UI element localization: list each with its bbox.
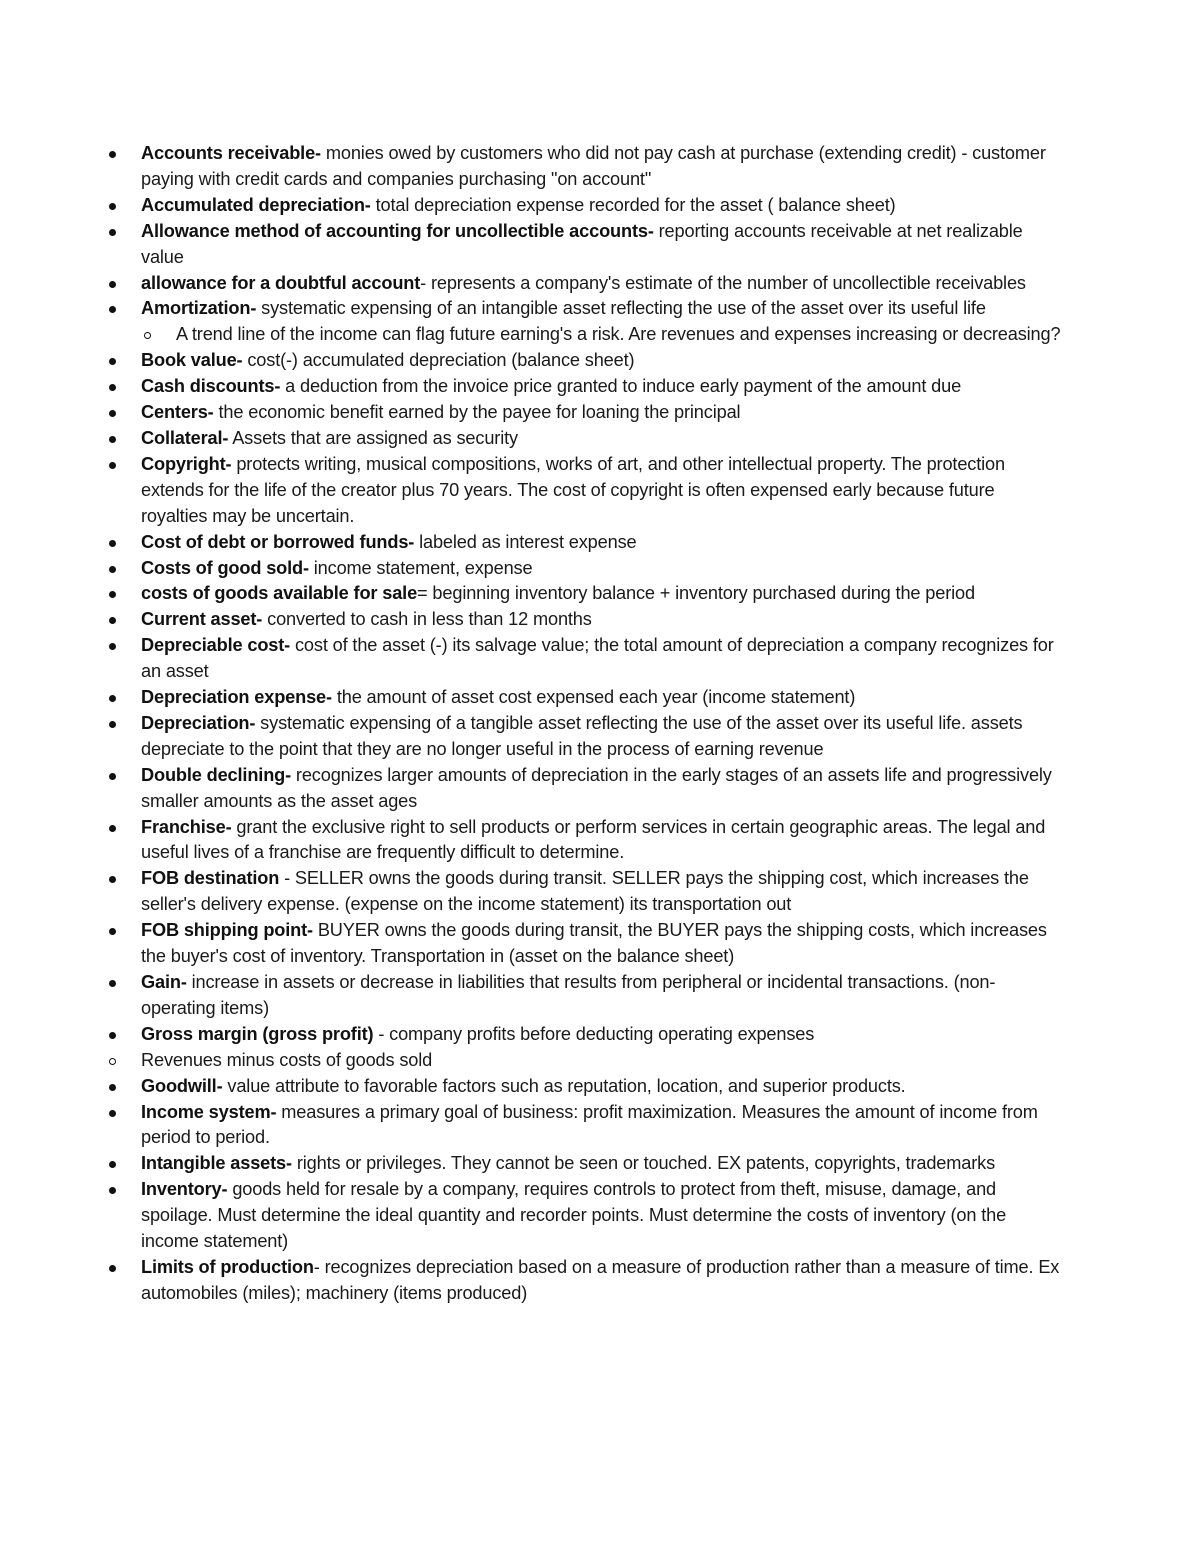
glossary-item	[104, 711, 1064, 763]
glossary-term: Depreciable cost-	[141, 635, 291, 656]
glossary-item	[104, 296, 1064, 322]
glossary-item	[104, 1177, 1064, 1255]
glossary-definition: income statement, expense	[308, 557, 533, 578]
glossary-definition: - recognizes depreciation based on a measure of production rather than a measure of time. Ex automobiles (miles); machinery (items produced)	[141, 1256, 1060, 1303]
glossary-term: Collateral-	[141, 427, 229, 448]
glossary-definition: - company profits before deducting operating expenses	[373, 1023, 815, 1044]
glossary-definition: the economic benefit earned by the payee for loaning the principal	[213, 402, 741, 423]
glossary-term: Current asset-	[141, 609, 263, 630]
bullet-icon	[109, 1161, 116, 1168]
bullet-icon	[109, 151, 116, 158]
glossary-term: Franchise-	[141, 816, 232, 837]
glossary-term: Allowance method of accounting for uncollectible accounts-	[141, 220, 654, 241]
glossary-term: FOB destination	[141, 868, 280, 889]
glossary-sub-item	[104, 322, 1064, 348]
bullet-icon	[109, 643, 116, 650]
hollow-bullet-icon	[144, 332, 151, 339]
glossary-item	[104, 530, 1064, 556]
glossary-item	[104, 763, 1064, 815]
glossary-item	[104, 219, 1064, 271]
bullet-icon	[109, 566, 116, 573]
glossary-definition: grant the exclusive right to sell products or perform services in certain geographic areas. The legal and useful lives of a franchise are frequently difficult to determine.	[141, 816, 1046, 863]
glossary-term: Accounts receivable-	[141, 143, 321, 163]
bullet-icon	[109, 229, 116, 236]
glossary-term: Limits of production	[141, 1256, 314, 1277]
glossary-definition: cost(-) accumulated depreciation (balance sheet)	[242, 350, 635, 371]
bullet-icon	[109, 591, 116, 598]
glossary-term: Amortization-	[141, 298, 257, 319]
bullet-icon	[109, 281, 116, 288]
glossary-term: allowance for a doubtful account	[141, 272, 421, 293]
bullet-icon	[109, 436, 116, 443]
glossary-term: Book value-	[141, 350, 243, 371]
glossary-item	[104, 400, 1064, 426]
glossary-term: Inventory-	[141, 1179, 228, 1200]
glossary-item	[104, 581, 1064, 607]
glossary-definition: converted to cash in less than 12 months	[262, 609, 592, 630]
bullet-icon	[109, 358, 116, 365]
glossary-item	[104, 685, 1064, 711]
glossary-item	[104, 970, 1064, 1022]
bullet-icon	[109, 1265, 116, 1272]
glossary-definition: the amount of asset cost expensed each year (income statement)	[331, 687, 856, 708]
glossary-item	[104, 452, 1064, 530]
glossary-term: Accumulated depreciation-	[141, 194, 371, 215]
glossary-definition: BUYER owns the goods during transit, the BUYER pays the shipping costs, which increases the buyer's cost of inventory. Transportation in (asset on the balance sheet)	[141, 920, 1047, 967]
bullet-icon	[109, 462, 116, 469]
glossary-term: Intangible assets-	[141, 1153, 292, 1174]
glossary-term: Costs of good sold-	[141, 557, 309, 578]
glossary-definition: protects writing, musical compositions, works of art, and other intellectual property. The protection extends for the life of the creator plus 70 years. The cost of copyright is often expensed early because future royalties may be uncertain.	[141, 453, 1005, 526]
bullet-icon	[109, 1032, 116, 1039]
bullet-icon	[109, 721, 116, 728]
glossary-item	[104, 1255, 1064, 1307]
glossary-term: FOB shipping point-	[141, 920, 313, 941]
bullet-icon	[109, 617, 116, 624]
glossary-item	[104, 141, 1064, 193]
glossary-term: Double declining-	[141, 764, 292, 785]
glossary-term: Gross margin (gross profit)	[141, 1023, 374, 1044]
glossary-definition: recognizes larger amounts of depreciation in the early stages of an assets life and progressively smaller amounts as the asset ages	[141, 764, 1052, 811]
glossary-item	[104, 1151, 1064, 1177]
glossary-definition: measures a primary goal of business: profit maximization. Measures the amount of income from period to period.	[141, 1101, 1038, 1148]
glossary-definition: - SELLER owns the goods during transit. SELLER pays the shipping cost, which increases the seller's delivery expense. (expense on the income statement) its transportation out	[141, 868, 1029, 915]
glossary-definition: = beginning inventory balance + inventory purchased during the period	[417, 583, 975, 604]
bullet-icon	[109, 876, 116, 883]
glossary-term: Copyright-	[141, 453, 232, 474]
glossary-definition: increase in assets or decrease in liabilities that results from peripheral or incidental transactions. (non-operating items)	[141, 972, 996, 1018]
glossary-definition: monies owed by customers who did not pay cash at purchase (extending credit) - customer paying with credit cards and companies purchasing "on account"	[141, 143, 1046, 189]
glossary-item	[104, 426, 1064, 452]
bullet-icon	[109, 410, 116, 417]
glossary-item	[104, 918, 1064, 970]
glossary-definition: labeled as interest expense	[414, 531, 637, 552]
glossary-item	[104, 193, 1064, 219]
glossary-term: Goodwill-	[141, 1075, 223, 1096]
bullet-icon	[109, 203, 116, 210]
bullet-icon	[109, 384, 116, 391]
glossary-item	[104, 815, 1064, 867]
glossary-item	[104, 374, 1064, 400]
glossary-term: Gain-	[141, 972, 187, 992]
glossary-item	[104, 633, 1064, 685]
glossary-term: Cash discounts-	[141, 376, 281, 397]
glossary-item	[104, 348, 1064, 374]
bullet-icon	[109, 1110, 116, 1117]
glossary-definition: value attribute to favorable factors such as reputation, location, and superior products.	[222, 1075, 906, 1096]
glossary-term: costs of goods available for sale	[141, 583, 418, 604]
glossary-definition: - represents a company's estimate of the number of uncollectible receivables	[420, 272, 1026, 293]
glossary-definition: A trend line of the income can flag future earning's a risk. Are revenues and expenses increasing or decreasing?	[176, 324, 1061, 345]
glossary-term: Depreciation-	[141, 712, 256, 733]
glossary-item	[104, 1022, 1064, 1048]
glossary-definition: reporting accounts receivable at net realizable value	[141, 220, 1023, 267]
glossary-term: Centers-	[141, 402, 214, 423]
bullet-icon	[109, 773, 116, 780]
glossary-definition: Revenues minus costs of goods sold	[141, 1049, 433, 1070]
glossary-definition: goods held for resale by a company, requires controls to protect from theft, misuse, damage, and spoilage. Must determine the ideal quantity and recorder points. Must determine the costs of inventory (on the income statement)	[141, 1179, 1007, 1252]
glossary-item	[104, 556, 1064, 582]
hollow-bullet-icon	[109, 1058, 116, 1065]
glossary-term: Depreciation expense-	[141, 687, 332, 708]
glossary-list	[104, 141, 1064, 1307]
glossary-term: Cost of debt or borrowed funds-	[141, 531, 415, 552]
glossary-item	[104, 1100, 1064, 1152]
bullet-icon	[109, 695, 116, 702]
glossary-definition: total depreciation expense recorded for the asset ( balance sheet)	[370, 194, 896, 215]
glossary-definition: systematic expensing of an intangible asset reflecting the use of the asset over its useful life	[256, 298, 986, 319]
bullet-icon	[109, 928, 116, 935]
glossary-item	[104, 1074, 1064, 1100]
bullet-icon	[109, 1084, 116, 1091]
glossary-definition: cost of the asset (-) its salvage value; the total amount of depreciation a company recognizes for an asset	[141, 635, 1054, 682]
glossary-item	[104, 607, 1064, 633]
bullet-icon	[109, 1187, 116, 1194]
glossary-item	[104, 866, 1064, 918]
glossary-term: Income system-	[141, 1101, 277, 1122]
bullet-icon	[109, 306, 116, 313]
glossary-item	[104, 271, 1064, 297]
bullet-icon	[109, 980, 116, 987]
glossary-definition: rights or privileges. They cannot be seen or touched. EX patents, copyrights, trademarks	[291, 1153, 996, 1174]
bullet-icon	[109, 540, 116, 547]
glossary-definition: systematic expensing of a tangible asset reflecting the use of the asset over its useful life. assets depreciate to the point that they are no longer useful in the process of earning revenue	[141, 712, 1023, 759]
glossary-definition: Assets that are assigned as security	[228, 427, 518, 448]
glossary-definition: a deduction from the invoice price granted to induce early payment of the amount due	[280, 376, 962, 397]
glossary-item	[104, 1048, 1064, 1074]
bullet-icon	[109, 825, 116, 832]
